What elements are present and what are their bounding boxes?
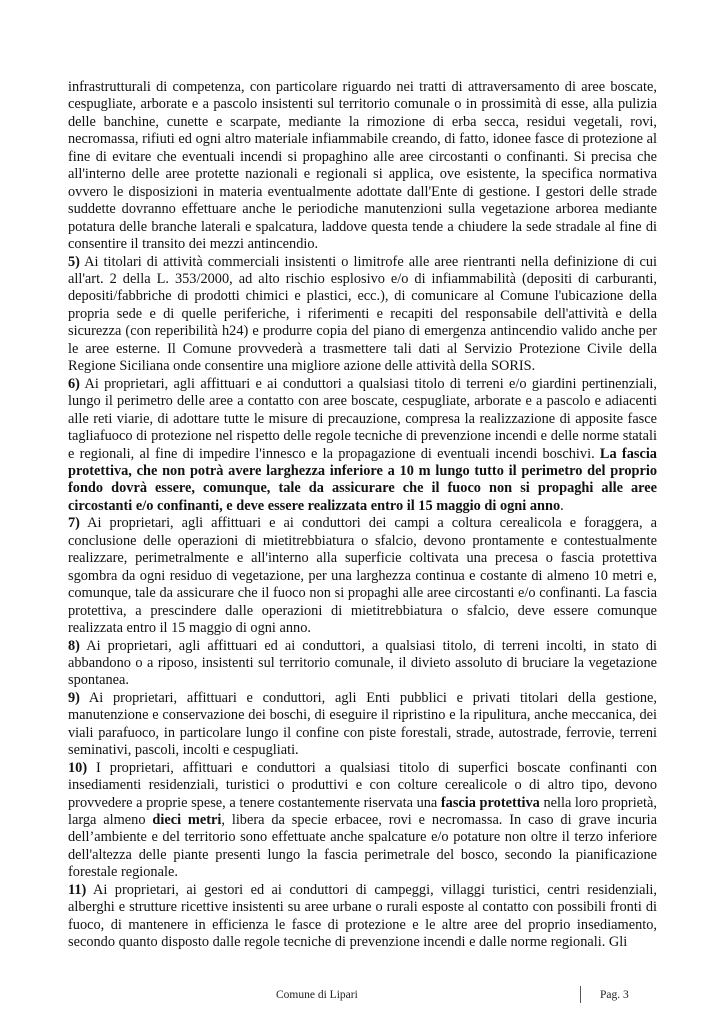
paragraph-9 (68, 690, 657, 760)
paragraph-text: infrastrutturali di competenza, con particolare riguardo nei tratti di attraversamento di aree boscate, cespugliate, arborate e a pascolo insistenti sul territorio comunale o in prossimità di esse, alla pulizia delle banchine, cunette e scarpate, mediante la rimozione di erba secca, residui vegetali, rovi, necromassa, rifiuti ed ogni altro materiale infiammabile creando, di fatto, idonee fasce di protezione al fine di evitare che eventuali incendi si propaghino alle aree circostanti o confinanti. Si precisa che all'interno delle aree protette nazionali e regionali si applica, ove esistente, la specifica normativa ovvero le disposizioni in materia eventualmente adottate dall'Ente di gestione. I gestori delle strade suddette dovranno effettuare anche le periodiche manutenzioni sulla vegetazione arborea mediante potatura delle branche laterali e spalcatura, laddove questa tende a chiudere la sede stradale al fine di consentire il transito dei mezzi antincendio. (68, 79, 657, 253)
paragraph-bold-text: fascia protettiva (440, 794, 540, 811)
paragraph-11 (68, 882, 657, 952)
paragraph-text: , libera da specie erbacee, rovi e necromassa. In caso di grave incuria dell’ambiente e del territorio sono effettuate anche spalcature e/o potature non oltre il terzo inferiore dell'altezza delle piante presenti lungo la fascia perimetrale del bosco, secondo la pianificazione forestale regionale. (68, 812, 657, 881)
paragraph-text: Ai proprietari, affittuari e conduttori, agli Enti pubblici e privati titolari della gestione, manutenzione e conservazione dei boschi, di eseguire il ripristino e la ripulitura, anche meccanica, dei viali parafuoco, in particolare lungo il confine con piste forestali, strade, autostrade, ferrovie, terreni seminativi, pascoli, incolti e cespugliati. (68, 689, 657, 759)
page-number: Pag. 3 (600, 989, 629, 1001)
paragraph-text: Ai proprietari, agli affittuari e ai conduttori dei campi a coltura cerealicola e foraggera, a conclusione delle operazioni di mietitrebbiatura o sfalcio, devono prontamente e contestualmente realizzare, perimetralmente e all'interno alla superficie coltivata una precesa o fascia protettiva sgombra da ogni residuo di vegetazione, per una larghezza continua e costante di almeno 10 metri e, comunque, tale da assicurare che il fuoco non si propaghi alle aree circostanti e/o confinanti. La fascia protettiva, a prescindere dalle operazioni di mietitrebbiatura o sfalcio, deve essere comunque realizzata entro il 15 maggio di ogni anno. (68, 515, 657, 637)
paragraph-text: Ai proprietari, agli affittuari e ai conduttori a qualsiasi titolo di terreni e/o giardini pertinenziali, lungo il perimetro delle aree a contatto con aree boscate, cespugliate, arborate e a pascolo e adiacenti alle reti viarie, di adottare tutte le misure di precauzione, compresa la realizzazione di apposite fasce tagliafuoco di protezione nel rispetto delle regole tecniche di prevenzione incendi e delle norme statali e regionali, al fine di impedire l'innesco e la propagazione di eventuali incendi boschivi. (68, 375, 657, 462)
page-footer (0, 986, 725, 1010)
paragraph-8 (68, 638, 657, 690)
paragraph-number: 6) (68, 375, 80, 392)
paragraph-5 (68, 254, 657, 376)
paragraph-number: 8) (68, 637, 80, 654)
paragraph-text: nella loro proprietà, larga almeno (68, 794, 657, 829)
paragraph-number: 10) (68, 759, 88, 776)
paragraph-text: Ai titolari di attività commerciali insistenti o limitrofe alle aree rientranti nella definizione di cui all'art. 2 della L. 353/2000, ad alto rischio esplosivo e/o di infiammabilità (depositi di carburanti, depositi/fabbriche di prodotti chimici e plastici, ecc.), di comunicare al Comune l'ubicazione della propria sede e di quelle periferiche, i riferimenti e recapiti del responsabile dell'attività e della sicurezza (con reperibilità h24) e produrre copia del piano di emergenza antincendio valido anche per le aree esterne. Il Comune provvederà a trasmettere tali dati al Servizio Protezione Civile della Regione Siciliana onde consentire una migliore azione delle attività della SORIS. (68, 253, 657, 375)
paragraph-bold-text: dieci metri (152, 812, 222, 829)
paragraph-number: 5) (68, 253, 80, 270)
paragraph-6 (68, 376, 657, 516)
paragraph-10 (68, 760, 657, 882)
paragraph-bold-text: La fascia protettiva, che non potrà avere larghezza inferiore a 10 m lungo tutto il perimetro del proprio fondo dovrà essere, comunque, tale da assicurare che il fuoco non si propaghi alle aree circostanti e/o confinanti, e deve essere realizzata entro il 15 maggio di ogni anno (68, 445, 657, 514)
paragraph-text: I proprietari, affittuari e conduttori a qualsiasi titolo di superfici boscate confinanti con insediamenti residenziali, turistici o produttivi e con colture cerealicole o di altro tipo, devono provvedere a proprie spese, a tenere costantemente riservata una (68, 759, 657, 811)
paragraph-number: 11) (68, 881, 87, 898)
document-body (68, 79, 657, 952)
paragraph-text: Ai proprietari, ai gestori ed ai conduttori di campeggi, villaggi turistici, centri residenziali, alberghi e strutture ricettive insistenti su aree urbane o rurali esposte al contatto con possibili fronti di fuoco, di mantenere in efficienza le fasce di protezione e le altre aree del proprio insediamento, secondo quanto disposto dalle regole tecniche di prevenzione incendi e dalle norme regionali. Gli (68, 881, 657, 951)
footer-divider (580, 986, 581, 1003)
paragraph-end: . (560, 497, 564, 514)
footer-town: Comune di Lipari (276, 989, 358, 1001)
paragraph-text: Ai proprietari, agli affittuari ed ai conduttori, a qualsiasi titolo, di terreni incolti, in stato di abbandono o a riposo, insistenti sul territorio comunale, il divieto assoluto di bruciare la vegetazione spontanea. (68, 637, 657, 689)
paragraph-number: 9) (68, 689, 80, 706)
paragraph-intro (68, 79, 657, 254)
paragraph-number: 7) (68, 515, 80, 532)
paragraph-7 (68, 515, 657, 637)
